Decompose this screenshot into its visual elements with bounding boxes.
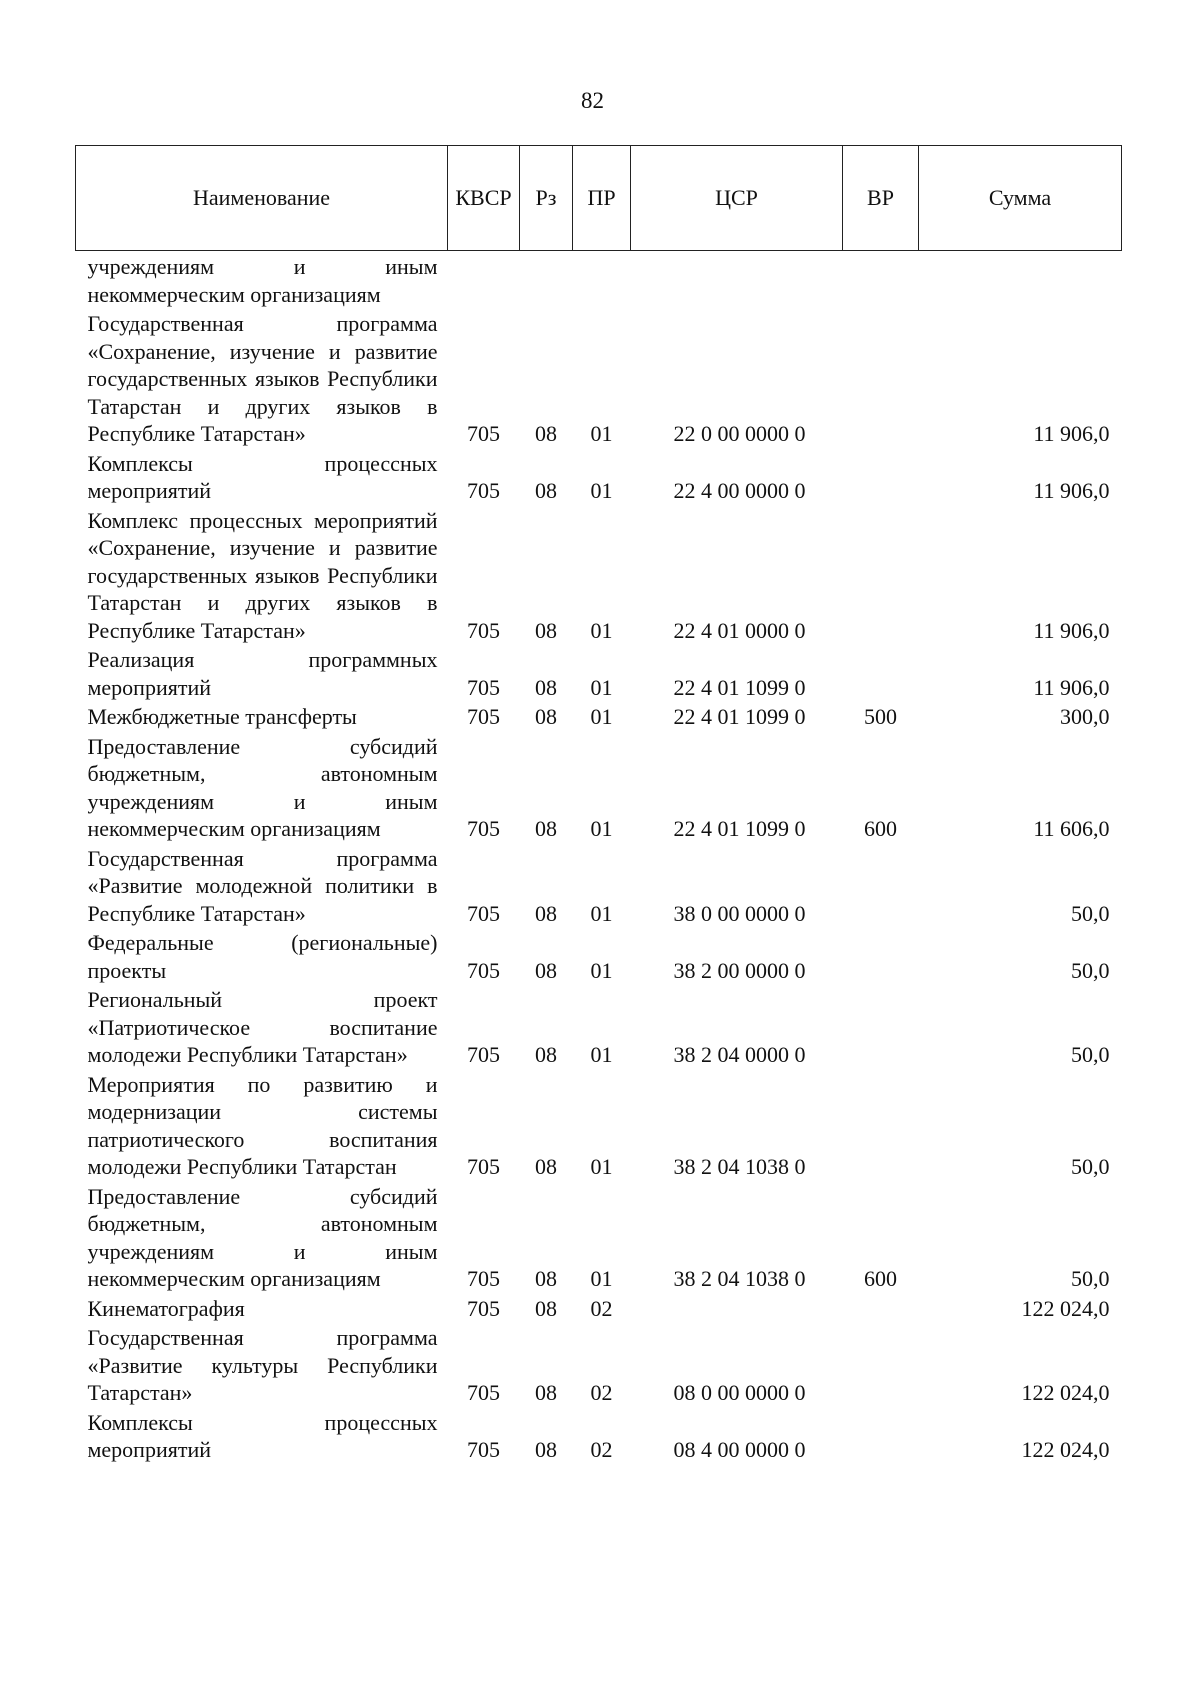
cell-name: Государственная программа «Сохранение, изучение и развитие государственных языков Республики Татарстан и других языков в Республике Татарстан» <box>87 311 438 446</box>
cell-name: Межбюджетные трансферты <box>87 704 357 729</box>
cell-name: Федеральные (региональные) проекты <box>87 930 438 983</box>
cell-kvsr <box>448 251 520 311</box>
cell-rz: 08 <box>535 617 557 643</box>
table-row <box>76 1409 1122 1466</box>
cell-vr <box>843 507 919 647</box>
cell-rz: 08 <box>535 957 557 983</box>
header-vr: ВР <box>843 146 919 251</box>
cell-kvsr: 705 <box>467 674 500 700</box>
header-kvsr: КВСР <box>448 146 520 251</box>
cell-kvsr: 705 <box>467 1380 500 1405</box>
cell-rz: 08 <box>535 1295 557 1321</box>
table-row <box>76 450 1122 507</box>
cell-rz <box>520 251 573 311</box>
cell-rz: 08 <box>535 1154 557 1179</box>
cell-rz: 08 <box>535 1437 557 1462</box>
cell-vr <box>843 450 919 507</box>
cell-vr: 600 <box>864 1266 897 1291</box>
cell-pr: 01 <box>590 478 613 503</box>
cell-sum: 50,0 <box>1071 900 1110 926</box>
cell-pr: 01 <box>590 704 613 729</box>
table-row <box>76 929 1122 986</box>
cell-sum: 11 606,0 <box>1033 816 1110 841</box>
cell-vr <box>843 1295 919 1325</box>
table-row <box>76 310 1122 450</box>
cell-pr: 01 <box>590 957 613 983</box>
cell-sum: 50,0 <box>1071 1266 1110 1291</box>
cell-name: учреждениям и иным некоммерческим организациям <box>87 254 438 307</box>
cell-name: Мероприятия по развитию и модернизации системы патриотического воспитания молодежи Республики Татарстан <box>87 1071 438 1179</box>
cell-rz: 08 <box>535 1266 557 1291</box>
cell-kvsr: 705 <box>467 478 500 503</box>
cell-vr <box>843 929 919 986</box>
cell-csr: 38 2 04 1038 0 <box>673 1266 806 1291</box>
table-row <box>76 733 1122 845</box>
cell-csr: 22 4 01 1099 0 <box>673 704 806 729</box>
cell-name: Комплексы процессных мероприятий <box>87 1409 438 1462</box>
cell-sum: 122 024,0 <box>1021 1295 1110 1321</box>
cell-rz: 08 <box>535 1380 557 1405</box>
cell-csr: 38 2 04 1038 0 <box>673 1154 806 1179</box>
cell-vr <box>843 1409 919 1466</box>
cell-kvsr: 705 <box>467 1437 500 1462</box>
cell-name: Государственная программа «Развитие молодежной политики в Республике Татарстан» <box>87 845 438 926</box>
table-row <box>76 986 1122 1071</box>
cell-vr <box>843 310 919 450</box>
cell-kvsr: 705 <box>467 900 500 926</box>
table-row <box>76 845 1122 930</box>
cell-vr: 500 <box>864 704 897 729</box>
cell-vr: 600 <box>864 816 897 841</box>
page-number: 82 <box>581 88 604 113</box>
cell-sum: 11 906,0 <box>1033 617 1110 643</box>
cell-pr: 01 <box>590 674 613 700</box>
cell-name: Реализация программных мероприятий <box>87 647 438 700</box>
cell-rz: 08 <box>535 674 557 700</box>
cell-name: Кинематография <box>87 1295 245 1321</box>
cell-kvsr: 705 <box>467 816 500 841</box>
cell-csr: 22 4 01 1099 0 <box>673 816 806 841</box>
cell-sum: 11 906,0 <box>1033 478 1110 503</box>
header-pr: ПР <box>573 146 631 251</box>
table-row <box>76 1324 1122 1409</box>
cell-sum: 50,0 <box>1071 957 1110 983</box>
cell-vr <box>843 986 919 1071</box>
cell-csr: 08 4 00 0000 0 <box>673 1437 806 1462</box>
cell-pr <box>573 251 631 311</box>
cell-sum: 300,0 <box>1060 704 1110 729</box>
cell-rz: 08 <box>535 421 557 446</box>
header-name: Наименование <box>76 146 448 251</box>
cell-csr <box>631 1295 843 1325</box>
cell-name: Предоставление субсидий бюджетным, автономным учреждениям и иным некоммерческим организациям <box>87 733 438 841</box>
cell-csr: 22 0 00 0000 0 <box>673 421 806 446</box>
table-row <box>76 1071 1122 1183</box>
cell-sum: 11 906,0 <box>1033 674 1110 700</box>
cell-kvsr: 705 <box>467 421 500 446</box>
cell-csr: 38 0 00 0000 0 <box>673 900 806 926</box>
cell-vr <box>843 1071 919 1183</box>
table-row <box>76 251 1122 311</box>
cell-name: Предоставление субсидий бюджетным, автономным учреждениям и иным некоммерческим организациям <box>87 1183 438 1291</box>
header-rz: Рз <box>520 146 573 251</box>
cell-csr: 38 2 00 0000 0 <box>673 957 806 983</box>
cell-csr <box>631 251 843 311</box>
cell-name: Комплекс процессных мероприятий «Сохранение, изучение и развитие государственных языков Республики Татарстан и других языков в Республике Татарстан» <box>87 507 438 643</box>
table-row <box>76 646 1122 703</box>
cell-rz: 08 <box>535 704 557 729</box>
cell-rz: 08 <box>535 478 557 503</box>
cell-name: Комплексы процессных мероприятий <box>87 450 438 503</box>
cell-pr: 01 <box>590 1154 613 1179</box>
cell-rz: 08 <box>535 1042 557 1067</box>
cell-kvsr: 705 <box>467 1266 500 1291</box>
cell-vr <box>843 845 919 930</box>
table-row <box>76 1183 1122 1295</box>
cell-kvsr: 705 <box>467 1154 500 1179</box>
cell-sum: 11 906,0 <box>1033 421 1110 446</box>
cell-sum <box>919 251 1122 311</box>
cell-kvsr: 705 <box>467 1042 500 1067</box>
cell-csr: 22 4 00 0000 0 <box>673 478 806 503</box>
cell-pr: 01 <box>590 1042 613 1067</box>
cell-pr: 01 <box>590 816 613 841</box>
cell-pr: 02 <box>590 1295 613 1321</box>
cell-sum: 50,0 <box>1071 1042 1110 1067</box>
table-row <box>76 1295 1122 1325</box>
cell-vr <box>843 251 919 311</box>
cell-name: Государственная программа «Развитие культуры Республики Татарстан» <box>87 1325 438 1405</box>
cell-sum: 50,0 <box>1071 1154 1110 1179</box>
cell-vr <box>843 646 919 703</box>
cell-csr: 38 2 04 0000 0 <box>673 1042 806 1067</box>
cell-csr: 08 0 00 0000 0 <box>673 1380 806 1405</box>
cell-pr: 01 <box>590 900 613 926</box>
cell-sum: 122 024,0 <box>1021 1437 1110 1462</box>
cell-kvsr: 705 <box>467 957 500 983</box>
cell-pr: 02 <box>590 1437 613 1462</box>
cell-rz: 08 <box>535 900 557 926</box>
cell-csr: 22 4 01 0000 0 <box>673 617 806 643</box>
budget-table <box>75 145 1122 1466</box>
table-header-row <box>76 146 1122 251</box>
header-sum: Сумма <box>919 146 1122 251</box>
header-csr: ЦСР <box>631 146 843 251</box>
cell-kvsr: 705 <box>467 704 500 729</box>
cell-pr: 01 <box>590 421 613 446</box>
cell-pr: 01 <box>590 1266 613 1291</box>
cell-kvsr: 705 <box>467 617 500 643</box>
cell-pr: 02 <box>590 1380 613 1405</box>
cell-sum: 122 024,0 <box>1021 1380 1110 1405</box>
cell-csr: 22 4 01 1099 0 <box>673 674 806 700</box>
table-row <box>76 507 1122 647</box>
cell-pr: 01 <box>590 617 613 643</box>
cell-kvsr: 705 <box>467 1295 500 1321</box>
table-row <box>76 703 1122 733</box>
cell-name: Региональный проект «Патриотическое воспитание молодежи Республики Татарстан» <box>87 987 438 1067</box>
cell-rz: 08 <box>535 816 557 841</box>
cell-vr <box>843 1324 919 1409</box>
